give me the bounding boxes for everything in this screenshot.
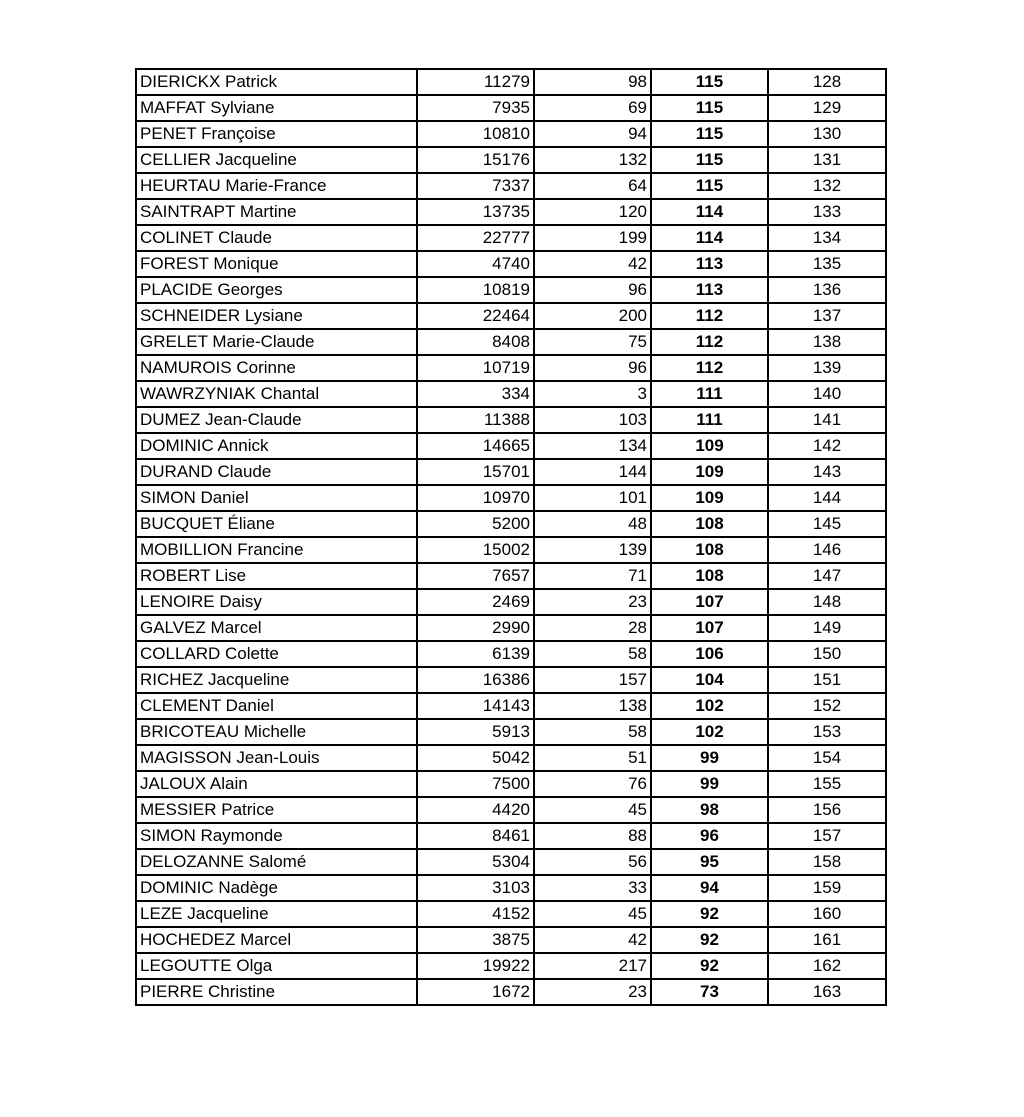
rank-cell: 129 [768,95,886,121]
count-cell: 120 [534,199,651,225]
table-row [136,511,886,537]
score-cell: 98 [651,797,768,823]
player-name-cell: HEURTAU Marie-France [136,173,417,199]
table-row [136,719,886,745]
table-row [136,277,886,303]
table-row [136,251,886,277]
rank-cell: 135 [768,251,886,277]
player-name-cell: WAWRZYNIAK Chantal [136,381,417,407]
player-name-cell: DIERICKX Patrick [136,69,417,95]
count-cell: 157 [534,667,651,693]
table-row [136,589,886,615]
score-cell: 111 [651,381,768,407]
table-row [136,303,886,329]
total-cell: 13735 [417,199,534,225]
count-cell: 96 [534,355,651,381]
rank-cell: 154 [768,745,886,771]
count-cell: 45 [534,901,651,927]
rank-cell: 158 [768,849,886,875]
rank-cell: 159 [768,875,886,901]
count-cell: 23 [534,589,651,615]
score-cell: 109 [651,433,768,459]
score-cell: 102 [651,693,768,719]
table-row [136,173,886,199]
score-cell: 95 [651,849,768,875]
rank-cell: 141 [768,407,886,433]
rank-cell: 157 [768,823,886,849]
player-name-cell: LEGOUTTE Olga [136,953,417,979]
score-cell: 111 [651,407,768,433]
count-cell: 42 [534,251,651,277]
rank-cell: 130 [768,121,886,147]
count-cell: 76 [534,771,651,797]
player-name-cell: BRICOTEAU Michelle [136,719,417,745]
total-cell: 6139 [417,641,534,667]
table-row [136,849,886,875]
score-cell: 99 [651,745,768,771]
count-cell: 139 [534,537,651,563]
total-cell: 10810 [417,121,534,147]
score-cell: 108 [651,563,768,589]
total-cell: 10970 [417,485,534,511]
rank-cell: 147 [768,563,886,589]
total-cell: 8408 [417,329,534,355]
count-cell: 23 [534,979,651,1005]
table-row [136,95,886,121]
table-row [136,355,886,381]
table-row [136,901,886,927]
table-row [136,225,886,251]
score-cell: 115 [651,69,768,95]
count-cell: 75 [534,329,651,355]
count-cell: 103 [534,407,651,433]
total-cell: 4740 [417,251,534,277]
count-cell: 101 [534,485,651,511]
player-name-cell: MAGISSON Jean-Louis [136,745,417,771]
player-name-cell: LEZE Jacqueline [136,901,417,927]
total-cell: 14665 [417,433,534,459]
score-cell: 112 [651,355,768,381]
score-cell: 107 [651,615,768,641]
player-name-cell: DOMINIC Annick [136,433,417,459]
results-table-body [136,69,886,1005]
score-cell: 115 [651,173,768,199]
count-cell: 33 [534,875,651,901]
count-cell: 144 [534,459,651,485]
score-cell: 109 [651,485,768,511]
score-cell: 92 [651,953,768,979]
table-row [136,69,886,95]
rank-cell: 156 [768,797,886,823]
rank-cell: 155 [768,771,886,797]
count-cell: 88 [534,823,651,849]
count-cell: 64 [534,173,651,199]
player-name-cell: MAFFAT Sylviane [136,95,417,121]
rank-cell: 144 [768,485,886,511]
rank-cell: 136 [768,277,886,303]
score-cell: 96 [651,823,768,849]
total-cell: 8461 [417,823,534,849]
rank-cell: 134 [768,225,886,251]
player-name-cell: BUCQUET Éliane [136,511,417,537]
total-cell: 19922 [417,953,534,979]
rank-cell: 148 [768,589,886,615]
total-cell: 22777 [417,225,534,251]
score-cell: 106 [651,641,768,667]
rank-cell: 131 [768,147,886,173]
player-name-cell: DURAND Claude [136,459,417,485]
player-name-cell: SAINTRAPT Martine [136,199,417,225]
rank-cell: 152 [768,693,886,719]
total-cell: 7337 [417,173,534,199]
count-cell: 45 [534,797,651,823]
rank-cell: 142 [768,433,886,459]
total-cell: 11388 [417,407,534,433]
score-cell: 115 [651,121,768,147]
rank-cell: 153 [768,719,886,745]
count-cell: 98 [534,69,651,95]
player-name-cell: JALOUX Alain [136,771,417,797]
total-cell: 10719 [417,355,534,381]
count-cell: 138 [534,693,651,719]
player-name-cell: PLACIDE Georges [136,277,417,303]
total-cell: 15176 [417,147,534,173]
rank-cell: 146 [768,537,886,563]
table-row [136,875,886,901]
table-row [136,771,886,797]
total-cell: 3103 [417,875,534,901]
player-name-cell: MOBILLION Francine [136,537,417,563]
table-row [136,979,886,1005]
count-cell: 48 [534,511,651,537]
table-row [136,537,886,563]
rank-cell: 138 [768,329,886,355]
table-row [136,927,886,953]
total-cell: 15701 [417,459,534,485]
score-cell: 102 [651,719,768,745]
total-cell: 14143 [417,693,534,719]
count-cell: 69 [534,95,651,121]
table-row [136,147,886,173]
rank-cell: 139 [768,355,886,381]
player-name-cell: FOREST Monique [136,251,417,277]
score-cell: 115 [651,147,768,173]
score-cell: 92 [651,927,768,953]
total-cell: 2469 [417,589,534,615]
results-table [135,68,887,1006]
table-row [136,407,886,433]
count-cell: 28 [534,615,651,641]
total-cell: 10819 [417,277,534,303]
player-name-cell: COLLARD Colette [136,641,417,667]
score-cell: 115 [651,95,768,121]
rank-cell: 150 [768,641,886,667]
count-cell: 58 [534,641,651,667]
rank-cell: 163 [768,979,886,1005]
count-cell: 71 [534,563,651,589]
rank-cell: 145 [768,511,886,537]
score-cell: 114 [651,199,768,225]
total-cell: 15002 [417,537,534,563]
score-cell: 114 [651,225,768,251]
total-cell: 22464 [417,303,534,329]
count-cell: 132 [534,147,651,173]
score-cell: 94 [651,875,768,901]
table-row [136,563,886,589]
count-cell: 58 [534,719,651,745]
count-cell: 42 [534,927,651,953]
total-cell: 3875 [417,927,534,953]
score-cell: 73 [651,979,768,1005]
table-row [136,485,886,511]
table-row [136,459,886,485]
player-name-cell: CLEMENT Daniel [136,693,417,719]
player-name-cell: COLINET Claude [136,225,417,251]
total-cell: 7935 [417,95,534,121]
table-row [136,823,886,849]
total-cell: 5200 [417,511,534,537]
player-name-cell: PENET Françoise [136,121,417,147]
count-cell: 96 [534,277,651,303]
player-name-cell: SIMON Raymonde [136,823,417,849]
player-name-cell: GRELET Marie-Claude [136,329,417,355]
total-cell: 334 [417,381,534,407]
rank-cell: 133 [768,199,886,225]
table-row [136,797,886,823]
total-cell: 5913 [417,719,534,745]
player-name-cell: MESSIER Patrice [136,797,417,823]
total-cell: 4152 [417,901,534,927]
score-cell: 108 [651,511,768,537]
score-cell: 109 [651,459,768,485]
table-row [136,121,886,147]
score-cell: 113 [651,251,768,277]
player-name-cell: PIERRE Christine [136,979,417,1005]
table-row [136,329,886,355]
table-row [136,745,886,771]
table-row [136,433,886,459]
player-name-cell: SIMON Daniel [136,485,417,511]
rank-cell: 160 [768,901,886,927]
total-cell: 1672 [417,979,534,1005]
count-cell: 51 [534,745,651,771]
count-cell: 200 [534,303,651,329]
total-cell: 5304 [417,849,534,875]
rank-cell: 161 [768,927,886,953]
total-cell: 11279 [417,69,534,95]
player-name-cell: LENOIRE Daisy [136,589,417,615]
count-cell: 134 [534,433,651,459]
table-row [136,615,886,641]
count-cell: 94 [534,121,651,147]
player-name-cell: RICHEZ Jacqueline [136,667,417,693]
score-cell: 108 [651,537,768,563]
player-name-cell: DELOZANNE Salomé [136,849,417,875]
rank-cell: 128 [768,69,886,95]
rank-cell: 132 [768,173,886,199]
total-cell: 2990 [417,615,534,641]
player-name-cell: CELLIER Jacqueline [136,147,417,173]
table-row [136,199,886,225]
total-cell: 5042 [417,745,534,771]
total-cell: 7500 [417,771,534,797]
score-cell: 99 [651,771,768,797]
score-cell: 113 [651,277,768,303]
player-name-cell: DOMINIC Nadège [136,875,417,901]
player-name-cell: NAMUROIS Corinne [136,355,417,381]
count-cell: 199 [534,225,651,251]
rank-cell: 149 [768,615,886,641]
player-name-cell: SCHNEIDER Lysiane [136,303,417,329]
rank-cell: 151 [768,667,886,693]
table-row [136,641,886,667]
rank-cell: 143 [768,459,886,485]
rank-cell: 162 [768,953,886,979]
score-cell: 107 [651,589,768,615]
count-cell: 3 [534,381,651,407]
table-row [136,381,886,407]
table-row [136,667,886,693]
score-cell: 112 [651,329,768,355]
score-cell: 104 [651,667,768,693]
player-name-cell: HOCHEDEZ Marcel [136,927,417,953]
player-name-cell: GALVEZ Marcel [136,615,417,641]
score-cell: 112 [651,303,768,329]
table-row [136,953,886,979]
table-row [136,693,886,719]
rank-cell: 137 [768,303,886,329]
player-name-cell: DUMEZ Jean-Claude [136,407,417,433]
total-cell: 4420 [417,797,534,823]
count-cell: 56 [534,849,651,875]
total-cell: 7657 [417,563,534,589]
total-cell: 16386 [417,667,534,693]
score-cell: 92 [651,901,768,927]
count-cell: 217 [534,953,651,979]
rank-cell: 140 [768,381,886,407]
player-name-cell: ROBERT Lise [136,563,417,589]
